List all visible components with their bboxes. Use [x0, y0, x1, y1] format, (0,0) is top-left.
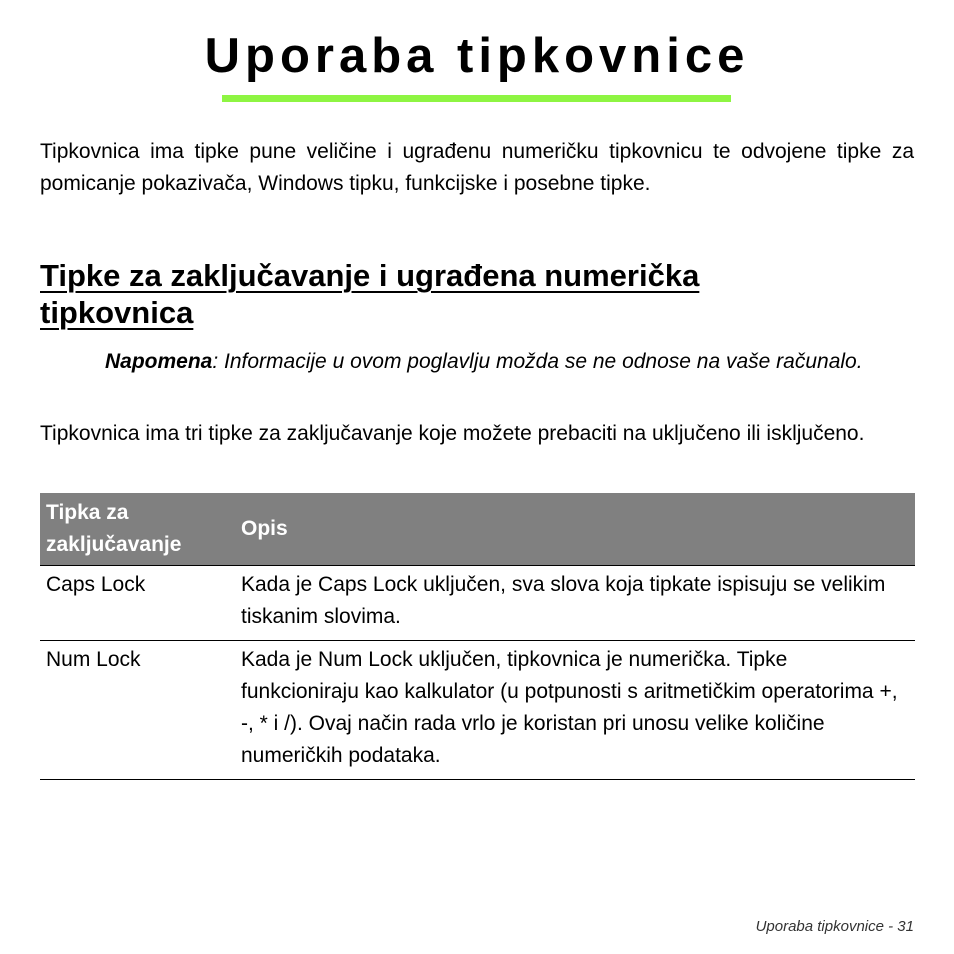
section-heading-text: Tipke za zaključavanje i ugrađena numerička tipkovnica: [40, 258, 700, 330]
table-header-description: Opis: [235, 493, 915, 566]
page-footer: Uporaba tipkovnice - 31: [755, 918, 914, 935]
intro-paragraph: Tipkovnica ima tipke pune veličine i ugrađenu numeričku tipkovnicu te odvojene tipke za pomicanje pokazivača, Windows tipku, funkcijske i posebne tipke.: [40, 140, 914, 195]
lock-keys-table: [40, 493, 915, 780]
note-paragraph: [105, 346, 914, 378]
title-underline-bar: [222, 95, 731, 102]
note-text: : Informacije u ovom poglavlju možda se ne odnose na vaše računalo.: [212, 350, 863, 373]
section-heading: [40, 257, 840, 331]
table-cell-key: Num Lock: [40, 641, 235, 780]
page-title: Uporaba tipkovnice: [204, 29, 750, 83]
table-row: [40, 566, 915, 641]
table-cell-description: Kada je Caps Lock uključen, sva slova koja tipkate ispisuju se velikim tiskanim slovima.: [235, 566, 915, 641]
lock-keys-paragraph: Tipkovnica ima tri tipke za zaključavanje koje možete prebaciti na uključeno ili isključeno.: [40, 422, 865, 445]
table-row: [40, 641, 915, 780]
table-cell-description: Kada je Num Lock uključen, tipkovnica je numerička. Tipke funkcioniraju kao kalkulator (u potpunosti s aritmetičkim operatorima +, -, * i /). Ovaj način rada vrlo je koristan pri unosu velike količine numeričkih podataka.: [235, 641, 915, 780]
table-header-row: [40, 493, 915, 566]
table-header-key: Tipka za zaključavanje: [40, 493, 235, 566]
note-label: Napomena: [105, 350, 213, 373]
table-cell-key: Caps Lock: [40, 566, 235, 641]
